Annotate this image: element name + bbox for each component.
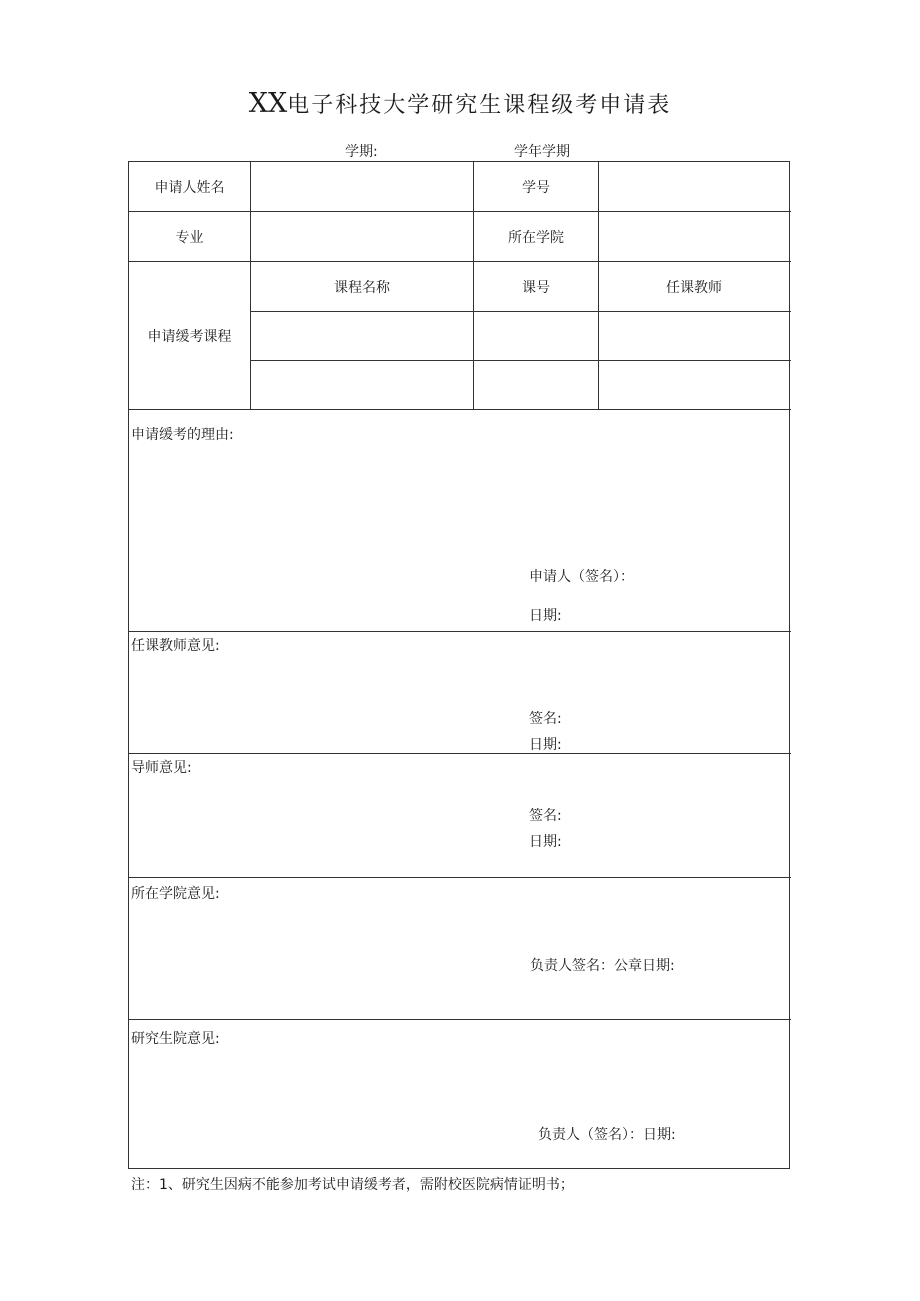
major-label: 专业 [175,229,204,246]
course-name-cell[interactable] [251,361,473,409]
term-label: 学期: [345,144,378,160]
student-id-field[interactable] [599,162,789,211]
deferred-courses-label: 申请缓考课程 [147,328,232,345]
college-opinion-label: 所在学院意见: [131,886,220,902]
advisor-signature-label: 签名: [529,808,562,824]
course-name-cell[interactable] [251,312,473,360]
teacher-cell[interactable] [599,361,789,409]
course-name-header: 课程名称 [334,279,390,296]
graduate-school-opinion-label: 研究生院意见: [131,1031,220,1047]
college-signature-label: 负责人签名：公章日期: [530,958,675,974]
teacher-signature-label: 签名: [529,711,562,727]
form-title [0,88,920,119]
course-id-cell[interactable] [474,312,598,360]
applicant-name-label: 申请人姓名 [154,179,225,196]
term-value: 学年学期 [514,144,570,160]
teacher-date-label: 日期: [529,737,562,753]
student-id-label: 学号 [522,179,550,196]
title-prefix: XX [248,88,288,119]
advisor-date-label: 日期: [529,834,562,850]
reason-label: 申请缓考的理由: [131,427,234,443]
major-field[interactable] [251,212,473,261]
teacher-header: 任课教师 [666,279,722,296]
teacher-opinion-label: 任课教师意见: [131,638,220,654]
college-label: 所在学院 [508,229,564,246]
teacher-cell[interactable] [599,312,789,360]
course-id-header: 课号 [522,279,550,296]
footnote: 注：1、研究生因病不能参加考试申请缓考者，需附校医院病情证明书； [131,1177,574,1193]
college-field[interactable] [599,212,789,261]
graduate-school-signature-label: 负责人（签名）：日期: [538,1127,676,1143]
applicant-signature-label: 申请人（签名）： [529,569,634,585]
applicant-date-label: 日期: [529,608,562,624]
advisor-opinion-label: 导师意见: [131,760,192,776]
course-id-cell[interactable] [474,361,598,409]
applicant-name-field[interactable] [251,162,473,211]
application-form-table [128,161,790,1169]
title-main: 电子科技大学研究生课程级考申请表 [287,93,672,118]
